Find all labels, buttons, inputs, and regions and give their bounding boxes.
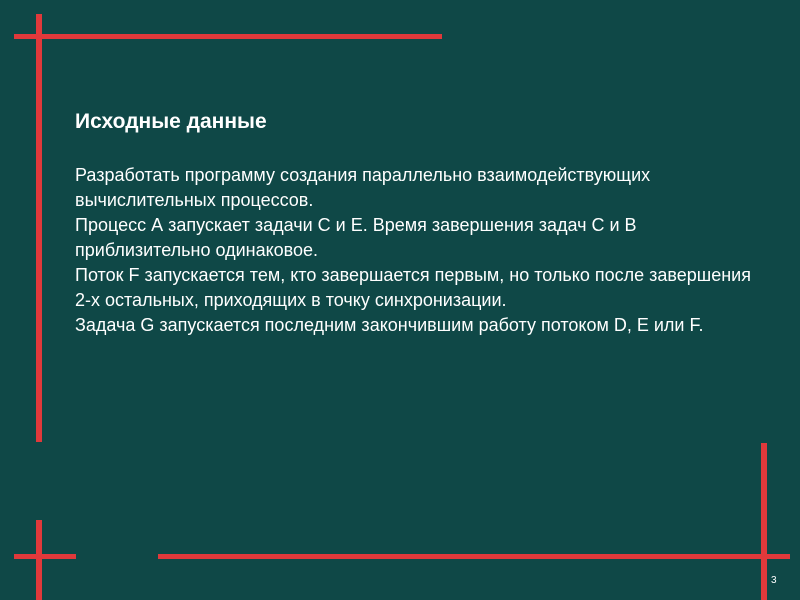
slide-body [75,163,765,338]
bottom-left-horizontal-line [14,554,76,559]
body-paragraph: Поток F запускается тем, кто завершается первым, но только после завершения 2-х остальных, приходящих в точку синхронизации. [75,265,751,310]
top-horizontal-line [14,34,442,39]
slide-title: Исходные данные [75,110,267,133]
bottom-horizontal-line [158,554,790,559]
body-paragraph: Задача G запускается последним закончившим работу потоком D, E или F. [75,315,704,335]
body-paragraph: Процесс А запускает задачи С и Е. Время завершения задач С и В приблизительно одинаковое. [75,215,637,260]
top-left-vertical-line [36,14,42,442]
page-number: 3 [771,575,777,586]
bottom-right-vertical-line [761,443,767,600]
bottom-left-vertical-line [36,520,42,600]
body-paragraph: Разработать программу создания параллельно взаимодействующих вычислительных процессов. [75,165,651,210]
